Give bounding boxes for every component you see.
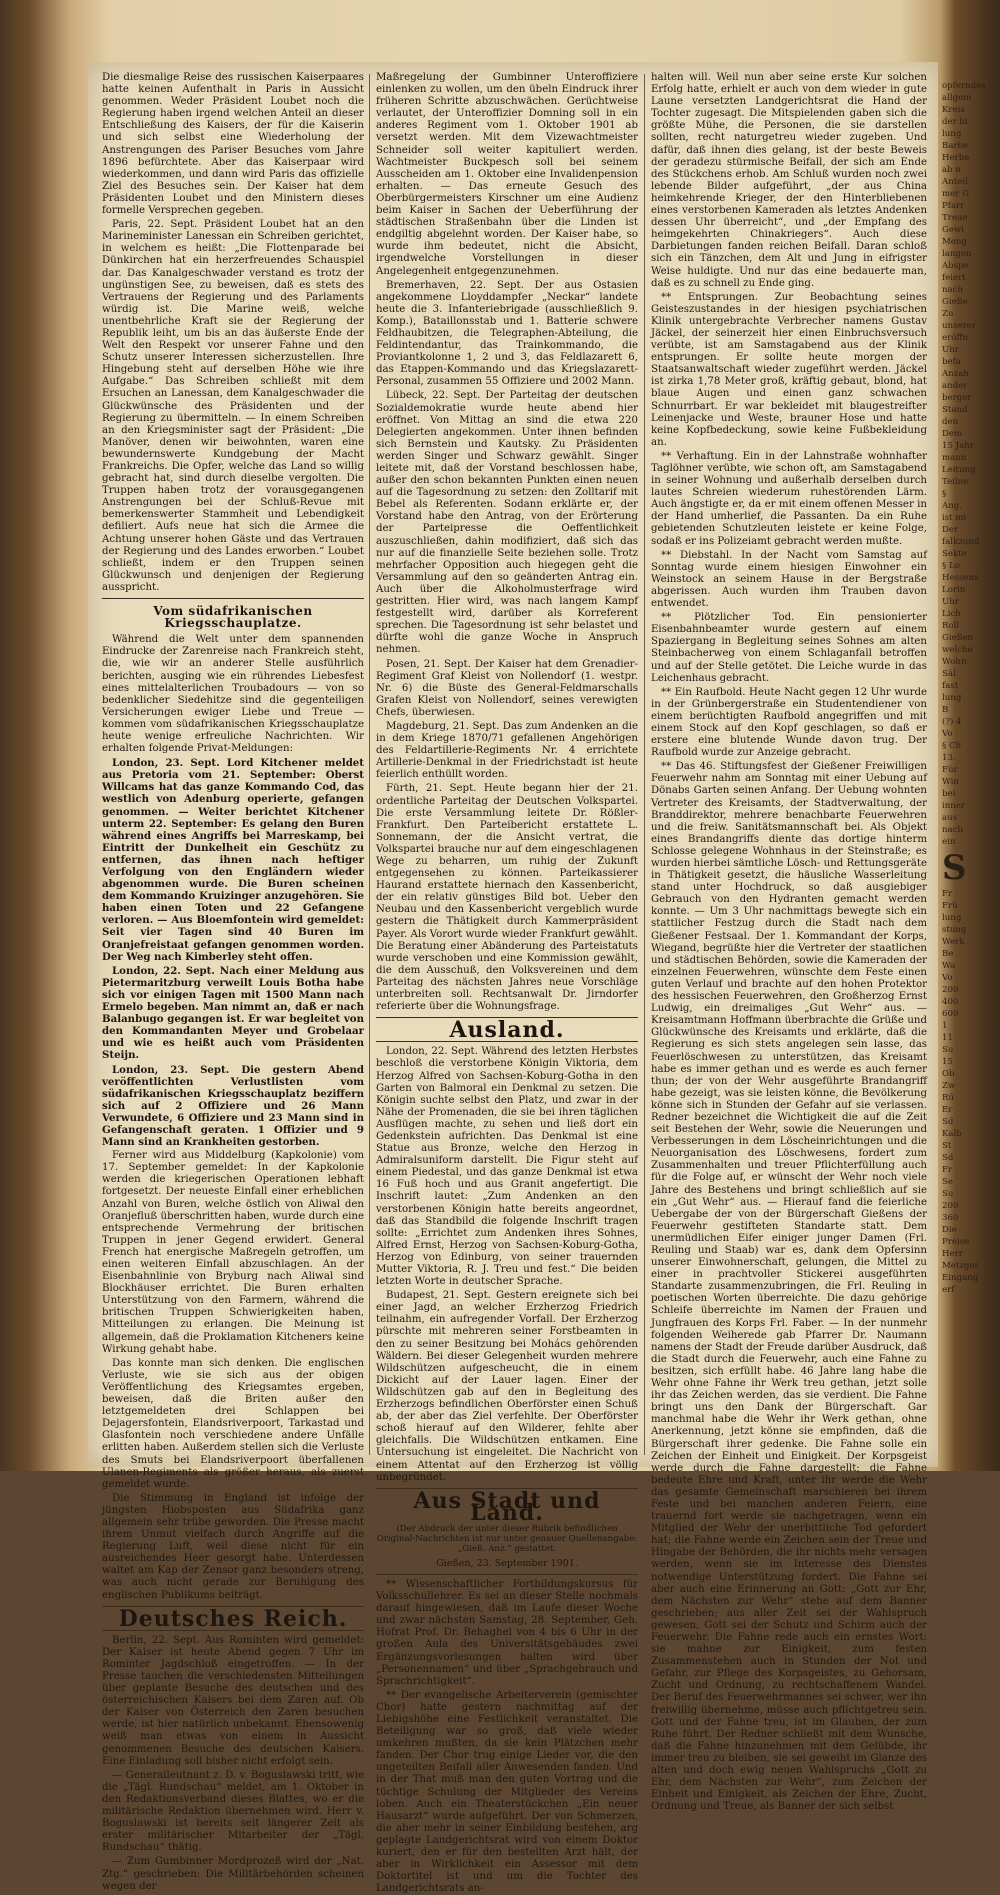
article-paragraph: ** Wissenschaftlicher Fortbildungskursus für Volksschullehrer. Es sei an dieser Stelle nochmals darauf hingewiesen, daß im Laufe dieser Woche und zwar nächsten Samstag, 28. September, Geh. Hofrat Prof. Dr. Behaghel von 4 bis 6 Uhr in der großen Aula des Universitätsgebäudes zwei Ergänzungsvorlesungen halten wird über „Personennamen“ und über „Sprachgebrauch und Sprachrichtigkeit“. <box>376 1578 638 1687</box>
adjacent-page-line: Sd <box>942 1117 954 1127</box>
adjacent-page-line: Anteil <box>942 177 968 187</box>
adjacent-page-line: 1 <box>942 1021 948 1031</box>
article-paragraph: Paris, 22. Sept. Präsident Loubet hat an den Marineminister Lanessan ein Schreiben gerichtet, in welchem es heißt: „Die Flottenparade bei Dünkirchen hat ein herzerfreuendes Schauspiel dar. Das Kanalgeschwader verstand es trotz der ungünstigen See, zu beweisen, daß es stets des Vertrauens der Regierung und des Parlaments würdig ist. Die Marine weiß, welche unentbehrliche Kraft sie der Regierung der Republik leiht, um bis an das äußerste Ende der Welt den Respekt vor unserer Fahne und den Schutz unserer Interessen sicherzustellen. Ihre Hingebung steht auf derselben Höhe wie ihre Aufgabe.“ Das Schreiben schließt mit dem Ersuchen an Lanessan, dem Kanalgeschwader die Glückwünsche des Präsidenten und der Regierung zu übermitteln. — In einem Schreiben an den Kriegsminister sagt der Präsident: „Die Manöver, denen wir beiwohnten, waren eine bewundernswerte Kundgebung der Macht Frankreichs. Die Opfer, welche das Land so willig gebracht hat, sind durch dieselbe vergolten. Die Truppen haben trotz der vorausgegangenen Anstrengungen bei der Schluß-Revue mit bemerkenswerter Stammheit und Lebendigkeit defiliert. Aufs neue hat sich die Armee die Achtung unserer hohen Gäste und das Vertrauen der Regierung und des Landes erworben.“ Loubet schließt, indem er den Truppen seinen Glückwunsch und denjenigen der Regierung ausspricht. <box>102 219 364 593</box>
adjacent-page-lines <box>942 888 998 1296</box>
adjacent-page-line: Eingang <box>942 1273 979 1283</box>
adjacent-page-line: Wohn <box>942 657 967 667</box>
adjacent-page-line: Der <box>942 525 959 535</box>
adjacent-page-initial: S <box>942 848 967 888</box>
adjacent-page-lines <box>942 80 998 848</box>
adjacent-page-line: B <box>942 705 949 715</box>
adjacent-page-line: 600 <box>942 1009 959 1019</box>
adjacent-page-line: ab n <box>942 165 961 175</box>
adjacent-page-line: (?) 4 <box>942 717 962 727</box>
section-heading: Deutsches Reich. <box>118 1605 348 1632</box>
adjacent-page-line: 15 Jahr <box>942 441 974 451</box>
article-paragraph: halten will. Weil nun aber seine erste Kur solchen Erfolg hatte, erhielt er auch von dem wieder in gute Laune versetzten Landgerichtsrat die Hand der Tochter zugesagt. Die Mitspielenden gaben sich die größte Mühe, die Personen, die sie darstellen sollten, recht naturgetreu wieder zugeben. Und dafür, daß ihnen dies gelang, ist der beste Beweis der geradezu stürmische Beifall, der sich am Ende des Stückchens erhob. Am Schluß wurden noch zwei lebende Bilder aufgeführt, „der aus China heimkehrende Krieger, der den Hinterbliebenen eines verstorbenen Kameraden als letztes Andenken dessen Uhr überreicht“, und „der Empfang des heimgekehrten Chinakriegers“. Auch diese Darbietungen fanden reichen Beifall. Daran schloß sich ein Tänzchen, dem Alt und Jung in eifrigster Weise huldigte. Und nur das eine bedauerte man, daß es zu schnell zu Ende ging. <box>651 72 927 289</box>
adjacent-page-line: mann <box>942 453 967 463</box>
adjacent-page-line: allgem <box>942 93 972 103</box>
adjacent-page-line: Fr <box>942 889 953 899</box>
adjacent-page-line: Säl <box>942 669 956 679</box>
adjacent-page-line: Werk <box>942 937 965 947</box>
adjacent-page-line: Meng <box>942 237 967 247</box>
adjacent-page-line: Vo <box>942 973 953 983</box>
adjacent-page-line: Kreis <box>942 105 965 115</box>
article-paragraph: Berlin, 22. Sept. Aus Rominten wird gemeldet: Der Kaiser ist heute Abend gegen 7 Uhr im Rominter Jagdschloß eingetroffen. — In der Presse tauchen die verschiedensten Mitteilungen über geplante Besuche des deutschen und des österreichischen Kaisers bei dem Zaren auf. Ob der Kaiser von Österreich den Zaren besuchen werde, ist hier natürlich unbekannt. Ebensowenig weiß man etwas von einem in Aussicht genommenen Besuche des deutschen Kaisers. Eine Einladung soll bisher nicht erfolgt sein. <box>102 1634 364 1767</box>
adjacent-page-line: 400 <box>942 997 959 1007</box>
column-2 <box>376 72 638 1895</box>
adjacent-page-line: Anzah <box>942 369 969 379</box>
adjacent-page-line: 200 <box>942 985 959 995</box>
adjacent-page-line: 15 <box>942 1057 953 1067</box>
adjacent-page-line: Vo <box>942 729 953 739</box>
adjacent-page-line: berger <box>942 393 972 403</box>
adjacent-page-line: Uhr <box>942 597 959 607</box>
article-paragraph: Das konnte man sich denken. Die englischen Verluste, wie sie sich aus der obigen Veröffentlichung des Kriegsamtes ergeben, beweisen, daß die Briten außer den letztgemeldeten drei Schlappen bei Dejagersfontein, Elandsriverpoort, Tarkastad und Glasfontein noch verschiedene andere Unfälle erlitten haben. Außerdem stellen sich die Verluste des Smuts bei Elandsriverpoort überfallenen Ulanen-Regiments als größer heraus, als zuerst gemeldet wurde. <box>102 1357 364 1490</box>
adjacent-page-line: Ang. <box>942 501 962 511</box>
adjacent-page-line: § Ch <box>942 741 962 751</box>
adjacent-page-line: Be <box>942 949 954 959</box>
adjacent-page-line: Stand <box>942 405 968 415</box>
section-heading: Aus Stadt und Land. <box>413 1487 601 1526</box>
adjacent-page-line: Lich <box>942 609 961 619</box>
article-paragraph: London, 23. Sept. Die gestern Abend veröffentlichten Verlustlisten vom südafrikanischen Kriegsschauplatz beziffern sich auf 2 Offiziere und 26 Mann Verwundete, 6 Offiziere und 23 Mann sind in Gefangenschaft geraten. 1 Offizier und 9 Mann sind an Krankheiten gestorben. <box>102 1063 364 1149</box>
article-paragraph: ** Das 46. Stiftungsfest der Gießener Freiwilligen Feuerwehr nahm am Sonntag mit einer Uebung auf Dönabs Garten seinen Anfang. Der Uebung wohnten Vertreter des Kreisamts, der Stadtverwaltung, der Branddirektor, mehrere benachbarte Feuerwehren und die freiw. Sanitätsmannschaft bei. Als Objekt eines Brandangriffs diente das dortige hinterm Schlosse gelegene Wohnhaus in der Steinstraße; es wurden hierbei sämtliche Lösch- und Rettungsgeräte in Thätigkeit gesetzt, die häusliche Wasserleitung stand unter Hochdruck, so daß ausgiebiger Gebrauch von den Hydranten gemacht werden konnte. — Um 3 Uhr nachmittags bewegte sich ein stattlicher Festzug durch die Stadt nach dem Gießener Festsaal. Der 1. Kommandant der Korps, Wiegand, begrüßte hier die Vertreter der staatlichen und städtischen Behörden, sowie die Kameraden der einzelnen Feuerwehren, wünschte dem Feste einen guten Verlauf und brachte auf den hohen Protektor des hessischen Feuerwehren, den Großherzog Ernst Ludwig, ein dreimaliges „Gut Wehr“ aus. — Kreisamtmann Hoffmann überbrachte die Grüße und Glückwünsche des Kreisamts und erklärte, daß die Regierung es sich stets angelegen sein lasse, das Feuerlöschwesen zu unterstützen, das Kreisamt habe es immer gethan und es werde es auch ferner thun; der von der Wehr ausgeführte Brandangriff habe gezeigt, was sie leisten könne, die Bevölkerung könne sich in Stunden der Gefahr auf sie verlassen. Redner bezeichnet die Wichtigkeit die auf die Zeit seit Bestehen der Wehr, sowie die Neuerungen und Verbesserungen in dem Löscheinrichtungen und die Neuorganisation des Löschwesens, fordert zum Zusammenhalten und treuer Pflichterfüllung auch für die Folge auf, er wünscht der Wehr noch viele Jahre des Bestehens und bringt schließlich auf sie ein „Gut Wehr“ aus. — Hierauf fand die feierliche Uebergabe der von der Bürgerschaft Gießens der Feuerwehr gestifteten Standarte statt. Dem unermüdlichen Eifer einiger junger Damen (Frl. Reuling und Staab) war es, dank dem Opfersinn unserer Einwohnerschaft, gelungen, die Mittel zu einer in prachtvoller Stickerei ausgeführten Standarte zusammenzubringen, die Frl. Reuling in poetischen Worten überreichte. Die dazu gehörige Schleife überreichte im Namen der Frauen und Jungfrauen des Korps Frl. Faber. — In der nunmehr folgenden Weiherede gab Pfarrer Dr. Naumann namens der Stadt der Freude darüber Ausdruck, daß die Stadt durch die Feuerwehr, auch eine Fahne zu besitzen, sich erfüllt habe. 46 Jahre lang habe die Wehr ohne Fahne ihr Werk treu gethan, jetzt solle ihr das Zeichen werden, das sie verdient. Die Fahne bringt uns den Dank der Bürgerschaft. Gar manchmal habe die Wehr ihr Werk gethan, ohne Anerkennung, jetzt könne sie empfinden, daß die Bürgerschaft ihrer gedenke. Die Fahne solle ein Zeichen der Einheit und Einigkeit. Der Korpsgeist werde durch die Fahne dargestellt; die Fahne bedeute Ehre und Kraft, unter ihr werde die Wehr das gesamte Gemeinschaft marschieren bei ihrem Feste und bei manchen anderen Feiern, eine trauernd fort werde sie nachgetragen, wenn ein Mitglied der Wehr der unerbittliche Tod gefordert hat; die Fahne werde ein Zeichen sein der Treue und Hingabe der Behörden, die ihr nichts mehr versagen werden, wenn sie im Interesse des Dienstes notwendige Unterstützung fordert. Die Fahne sei aber auch eine Erinnerung an Gott: „Gott zur Ehr, dem Nächsten zur Wehr“ stehe auf dem Banner geschrieben; aus aller Zeit sei der Wahlspruch gewesen, Gott sei der Schutz und Schirm auch der Feuerwehr. Die Fahne rede auch ein ernstes Wort: sie mahne zur Einigkeit, zum festen Zusammenstehen auch in Stunden der Not und Gefahr, zur Pflege des Korpsgeistes, zu Gehorsam, Zucht und Ordnung, zu rechtschaffenem Wandel. Der Beruf des Feuerwehrmannes sei schwer, wer ihn freiwillig übernehme, müsse auch pflichtgetreu sein. Gott und der Fahne treu, ist im Glauben, der zum Ruhe führt. Der Redner schließt mit dem Wunsche, daß die Fahne hinzunehmen mit dem Gelübde, ihr immer treu zu bleiben, sie sei geweiht im Glanze des alten und doch ewig neuen Wahlspruchs „Gott zu Ehr, dem Nächsten zur Wehr“, zum Zeichen der Einheit und Einigkeit, als Zeichen der Ehre, Zucht, Ordnung und Treue, als Banner der sich selbst <box>651 761 927 1813</box>
adjacent-page-line: 11 <box>942 1033 953 1043</box>
article-paragraph: Maßregelung der Gumbinner Unteroffiziere einlenken zu wollen, um den übeln Eindruck ihrer früheren Schritte abzuschwächen. Gerüchtweise verlautet, der Unteroffizier Domning soll in ein anderes Regiment vom 1. Oktober 1901 ab versetzt werden. Mit dem Vizewachtmeister Schneider soll weiter kapituliert werden. Wachtmeister Buckpesch soll bei seinem Ausscheiden am 1. Oktober eine Invalidenpension erhalten. — Das erneute Gesuch des Oberbürgermeisters Kirschner um eine Audienz beim Kaiser in Sachen der Ueberführung der städtischen Straßenbahn über die Linden ist endgiltig abgelehnt worden. Der Kaiser habe, so wurde ihm bedeutet, nicht die Absicht, irgendwelche Vorstellungen in dieser Angelegenheit entgegenzunehmen. <box>376 72 638 277</box>
adjacent-page-line: ander <box>942 381 968 391</box>
adjacent-page-line: feiert <box>942 273 966 283</box>
article-paragraph: ** Verhaftung. Ein in der Lahnstraße wohnhafter Taglöhner verübte, wie schon oft, am Samstagabend in seiner Wohnung und außerhalb derselben durch lautes Schreien wiederum ruhestörenden Lärm. Auch ängstigte er, da er mit einem offenen Messer in der Hand umherlief, die Passanten. Da ein Ruhe gebietenden Schutzleuten leistete er keine Folge, sodaß er ins Polizeiamt gebracht werden mußte. <box>651 450 927 547</box>
adjacent-page-line: erf <box>942 1285 955 1295</box>
adjacent-page-line: 13. <box>942 753 956 763</box>
adjacent-page-line: der bi <box>942 117 968 127</box>
adjacent-page-line: Sekte <box>942 549 967 559</box>
adjacent-page-line: Su <box>942 1045 954 1055</box>
adjacent-page-line: nach <box>942 285 964 295</box>
column-rule <box>369 74 370 1455</box>
adjacent-page-fragment <box>942 80 998 1460</box>
section-heading: Vom südafrikanischen Kriegsschauplatze. <box>153 604 313 631</box>
article-paragraph: ** Plötzlicher Tod. Ein pensionierter Eisenbahnbeamter wurde gestern auf einem Spaziergang in Begleitung seines Sohnes am alten Steinbacherweg von einem Schlaganfall betroffen und auf der Stelle getötet. Die Leiche wurde in das Leichenhaus gebracht. <box>651 612 927 684</box>
column-1 <box>102 72 364 1892</box>
adjacent-page-line: Gieße <box>942 297 968 307</box>
adjacent-page-line: Lorin <box>942 585 966 595</box>
adjacent-page-line: mer G <box>942 189 969 199</box>
adjacent-page-line: Fr <box>942 1165 953 1175</box>
article-paragraph: Lübeck, 22. Sept. Der Parteitag der deutschen Sozialdemokratie wurde heute abend hier eröffnet. Von Mittag an sind die etwa 220 Delegierten angekommen. Unter ihnen befinden sich Bernstein und Kautsky. Zu Präsidenten werden Singer und Schwarz gewählt. Singer leitete mit, daß der Vorstand beschlossen habe, außer den schon bekannten Punkten einen neuen auf die Tagesordnung zu setzen: den Zolltarif mit Bebel als Referenten. Sodann erklärte er, der Vorstand habe den Antrag, von der Erörterung der Parteipresse die Oeffentlichkeit auszuschließen, dahin modifiziert, daß sich das nur auf die finanzielle Seite beziehen solle. Trotz mehrfacher Opposition auch hiegegen geht die Versammlung auf den so geänderten Antrag ein. Auch über die Alkoholmusterfrage wird gestritten. Hier wird, was nach langem Kampf festgestellt wird, darüber als Korreferent sprechen. Die Tagesordnung ist sehr belastet und dürfte wohl die ganze Woche in Anspruch nehmen. <box>376 390 638 656</box>
article-paragraph: ** Entsprungen. Zur Beobachtung seines Geisteszustandes in der hiesigen psychiatrischen Klinik untergebrachte Verbrecher namens Gustav Jäckel, der seinerzeit hier einen Einbruchsversuch verübte, ist am Samstagabend aus der Klinik entsprungen. Er sollte heute morgen der Staatsanwaltschaft wieder zugeführt werden. Jäckel ist zirka 1,78 Meter groß, kräftig gebaut, blond, hat blaue Augen und einen ganz schwachen Schnurrbart. Er war bekleidet mit blaugestreifter Leinenjacke und Weste, brauner Hose und hatte keine Kopfbedeckung, sowie keine Fußbekleidung an. <box>651 291 927 448</box>
adjacent-page-line: opferndes <box>942 81 986 91</box>
article-paragraph: Die Stimmung in England ist infolge der jüngsten Hiobsposten aus Südafrika ganz allgemein sehr trübe geworden. Die Presse macht ihrem Unmut vielfach durch Angriffe auf die Regierung Luft, weil diese nicht für ein ausreichendes Heer gesorgt habe. Unterdessen waltet am Kap der Zensor ganz besonders streng, was auch nicht gerade zur Beruhigung des englischen Publikums beiträgt. <box>102 1492 364 1601</box>
adjacent-page-line: Leitung <box>942 465 976 475</box>
adjacent-page-line: Treue <box>942 213 968 223</box>
adjacent-page-line: Roll <box>942 621 960 631</box>
adjacent-page-line: Für <box>942 765 958 775</box>
adjacent-page-line: Preise <box>942 1237 970 1247</box>
divider <box>376 1574 638 1575</box>
adjacent-page-line: § <box>942 489 947 499</box>
article-paragraph: Posen, 21. Sept. Der Kaiser hat dem Grenadier-Regiment Graf Kleist von Nollendorf (1. westpr. Nr. 6) die Büste des General-Feldmarschalls Grafen Kleist von Nollendorf, seines verewigten Chefs, überwiesen. <box>376 658 638 718</box>
adjacent-page-line: § Lo <box>942 561 960 571</box>
article-paragraph: — Zum Gumbinner Mordprozeß wird der „Nat. Ztg.“ geschrieben: Die Militärbehörden scheinen wegen der <box>102 1856 364 1892</box>
adjacent-page-line: nach <box>942 825 964 835</box>
adjacent-page-line: lung <box>942 693 962 703</box>
article-paragraph: — Generalleutnant z. D. v. Boguslawski tritt, wie die „Tägl. Rundschau“ meldet, am 1. Oktober in den Redaktionsverband dieses Blattes, wo er die militärische Redaktion übernehmen wird. Herr v. Boguslawski ist bereits seit längerer Zeit als erster militärischer Mitarbeiter der „Tägl. Rundschau“ thätig. <box>102 1769 364 1854</box>
adjacent-page-line: Uhr <box>942 345 959 355</box>
adjacent-page-line: befa <box>942 357 961 367</box>
adjacent-page-line: Rü <box>942 1093 955 1103</box>
adjacent-page-line: Zu <box>942 309 954 319</box>
column-rule <box>644 74 645 1455</box>
adjacent-page-line: Die <box>942 1225 957 1235</box>
adjacent-page-line: Gießen <box>942 633 974 643</box>
adjacent-page-line: Gewi <box>942 225 965 235</box>
article-paragraph: Magdeburg, 21. Sept. Das zum Andenken an die in dem Kriege 1870/71 gefallenen Angehörigen des Feldartillerie-Regiments Nr. 4 errichtete Artillerie-Denkmal in der Friedrichstadt ist heute feierlich enthüllt worden. <box>376 720 638 781</box>
article-paragraph: Bremerhaven, 22. Sept. Der aus Ostasien angekommene Lloyddampfer „Neckar“ landete heute die 3. Infanteriebrigade (ausschließlich 9. Komp.), Bataillonsstab und 1. Batterie schwere Feldhaubitzen, die Telegraphen-Abteilung, die Feldintendantur, das Trainkommando, die Proviantkolonne 1, 2 und 3, das Feldlazarett 6, das Etappen-Kommando und das Kriegslazarett-Personal, zusammen 55 Offiziere und 2002 Mann. <box>376 279 638 388</box>
adjacent-page-line: inner <box>942 801 966 811</box>
adjacent-page-line: den <box>942 417 959 427</box>
column-3 <box>651 72 927 1813</box>
article-paragraph: Budapest, 21. Sept. Gestern ereignete sich bei einer Jagd, an welcher Erzherzog Friedrich teilnahm, ein aufregender Vorfall. Der Erzherzog pürschte mit mehreren seiner Forstbeamten in den zu seiner Besitzung bei Mohács gehörenden Wäldern. Bei dieser Gelegenheit wurden mehrere Wildschützen aufgescheucht, die in einem Dickicht auf der Lauer lagen. Einer der Wildschützen gab auf den in Begleitung des Erzherzogs befindlichen Oberförster einen Schuß ab, der aber das Ziel verfehlte. Der Oberförster schoß hierauf auf den Wilderer, fehlte aber gleichfalls. Die Wildschützen entkamen. Eine Untersuchung ist eingeleitet. Die Nachricht von einem Attentat auf den Erzherzog ist völlig unbegründet. <box>376 1290 638 1483</box>
article-paragraph: ** Ein Raufbold. Heute Nacht gegen 12 Uhr wurde in der Grünbergerstraße ein Studentendiener von einem berüchtigten Raufbold angegriffen und mit einem Stock auf den Kopf geschlagen, so daß er erstere eine blutende Wunde davon trug. Der Raufbold wurde zur Anzeige gebracht. <box>651 686 927 759</box>
newspaper-page <box>88 62 938 1895</box>
adjacent-page-line: Er <box>942 1105 953 1115</box>
adjacent-page-line: Teilne <box>942 477 969 487</box>
article-paragraph: Die diesmalige Reise des russischen Kaiserpaares hatte keinen Aufenthalt in Paris in Aussicht genommen. Weder Präsident Loubet noch die Regierung haben irgend welchen Anteil an dieser Entschließung des Kaisers, der für die Kaiserin und sich selbst eine Wiederholung der Anstrengungen des Pariser Besuches vom Jahre 1896 befürchtete. Aber das Kaiserpaar wird wiederkommen, und dann wird Paris das offizielle Ziel des Besuches sein. Der Kaiser hat dem Präsidenten Loubet und den Ministern dieses formelle Versprechen gegeben. <box>102 72 364 217</box>
adjacent-page-line: welche <box>942 645 973 655</box>
adjacent-page-line: aus <box>942 813 958 823</box>
adjacent-page-line: Sd <box>942 1153 954 1163</box>
adjacent-page-line: Zw <box>942 1081 956 1091</box>
adjacent-page-line: Metzger <box>942 1261 979 1271</box>
adjacent-page-line: fast <box>942 681 959 691</box>
adjacent-page-line: falkzund <box>942 537 980 547</box>
adjacent-page-line: 200 <box>942 1201 959 1211</box>
article-paragraph: ** Der evangelische Arbeiterverein (gemischter Chor) hatte gestern nachmittag auf der Liebigshöhe eine Festlichkeit veranstaltet. Die Beteiligung war so groß, daß viele wieder umkehren mußten, da sie kein Plätzchen mehr fanden. Der Chor trug einige Lieder vor, die den ungeteilten Beifall aller Anwesenden fanden. Und in der That muß man den guten Vortrag und die tüchtige Schulung der Mitglieder des Vereins loben. Auch ein Theaterstückchen „Ein neuer Hausarzt“ wurde aufgeführt. Der von Schmerzen, die aber mehr in seiner Einbildung bestehen, arg geplagte Landgerichtsrat wird von einem Doktor kuriert, den er für den bestellten Arzt hält, der aber in Wirklichkeit ein Assessor mit dem Doktortitel ist und um die Tochter des Landgerichtsrats an- <box>376 1689 638 1895</box>
adjacent-page-line: unserer <box>942 321 976 331</box>
adjacent-page-line: lung <box>942 913 962 923</box>
adjacent-page-line: stung <box>942 925 967 935</box>
adjacent-page-line: Herr <box>942 1249 963 1259</box>
adjacent-page-line: Abspe <box>942 261 969 271</box>
adjacent-page-line: St <box>942 1141 952 1151</box>
adjacent-page-line: eröffn <box>942 333 969 343</box>
adjacent-page-line: Herbe <box>942 153 970 163</box>
adjacent-page-line: lung <box>942 129 962 139</box>
adjacent-page-line: Barbe <box>942 141 969 151</box>
adjacent-page-line: Frü <box>942 901 958 911</box>
adjacent-page-line: Wa <box>942 961 956 971</box>
article-paragraph: London, 22. Sept. Während des letzten Herbstes beschloß die verstorbene Königin Viktoria, dem Herzog Alfred von Sachsen-Koburg-Gotha in den Garten von Balmoral ein Denkmal zu setzen. Die Königin suchte selbst den Platz, und zwar in der Nähe der Promenaden, die sie bei ihren täglichen Ausflügen machte, zu sehen und ließ dort ein Gedenkstein aufrichten. Das Denkmal ist eine Statue aus Bronze, welche den Herzog in Admiralsuniform darstellt. Die Figur steht auf einem Piedestal, und das ganze Denkmal ist etwa 16 Fuß hoch und aus Granit angefertigt. Die Inschrift lautet: „Zum Andenken an den verstorbenen Königin hatte bereits angeordnet, daß das Standbild die folgende Inschrift tragen sollte: „Errichtet zum Andenken ihres Sohnes, Alfred Ernst, Herzog von Sachsen-Koburg-Gotha, Herzog von Edinburg, von seiner trauernden Mutter Viktoria, R. J. Treu und fest.“ Die beiden letzten Worte in deutscher Sprache. <box>376 1046 638 1288</box>
adjacent-page-line: Kalb <box>942 1129 962 1139</box>
adjacent-page-line: ein <box>942 837 956 847</box>
adjacent-page-line: ist mi <box>942 513 967 523</box>
section-heading: Ausland. <box>449 1017 565 1044</box>
adjacent-page-line: Hessens <box>942 573 979 583</box>
adjacent-page-line: Win <box>942 777 959 787</box>
article-paragraph: ** Diebstahl. In der Nacht vom Samstag auf Sonntag wurde einem hiesigen Einwohner ein Weinstock an seinem Hause in der Bergstraße abgerissen. Auch wurden ihm Trauben davon entwendet. <box>651 549 927 610</box>
adjacent-page-line: Dem <box>942 429 963 439</box>
adjacent-page-line: 360 <box>942 1213 959 1223</box>
article-paragraph: Ferner wird aus Middelburg (Kapkolonie) vom 17. September gemeldet: In der Kapkolonie werden die kriegerischen Operationen lebhaft fortgesetzt. Der neueste Einfall einer erheblichen Anzahl von Buren, welche östlich von Aliwal den Oranjefluß überschritten haben, wurde durch eine entsprechende Vermehrung der britischen Truppen in jener Gegend erwidert. General French hat energische Maßregeln getroffen, um einen weiteren Einfall abzuschlagen. An der Eisenbahnlinie von Bryburg nach Aliwal sind Blockhäuser errichtet. Die Buren erhalten Unterstützung von den Farmern, während die britischen Truppen Schwierigkeiten haben, Mitteilungen zu erlangen. Die Meinung ist allgemein, daß die Proklamation Kitcheners keine Wirkung gehabt habe. <box>102 1150 364 1355</box>
article-paragraph: Während die Welt unter dem spannenden Eindrucke der Zarenreise nach Frankreich steht, die, wie wir an anderer Stelle ausführlich berichten, ausging wie ein rührendes Liebesfest eines mittelalterlichen Troubadours — von so bedenklicher Siedehitze sind die gegenteiligen Versicherungen ewiger Liebe und Treue — kommen vom südafrikanischen Kriegsschauplatze heute wenige erfreuliche Nachrichten. Wir erhalten folgende Privat-Meldungen: <box>102 634 364 755</box>
divider <box>102 598 364 599</box>
adjacent-page-line: Pfarr <box>942 201 965 211</box>
adjacent-page-line: bei <box>942 789 956 799</box>
adjacent-page-line: Ob <box>942 1069 955 1079</box>
article-paragraph: Fürth, 21. Sept. Heute begann hier der 21. ordentliche Parteitag der Deutschen Volkspartei. Die erste Versammlung leitete Dr. Rößler-Frankfurt. Den Parteibericht erstattete L. Sonnemann, der die Ansicht vertrat, die Volkspartei brauche nur auf dem eingeschlagenen Wege zu beharren, um ruhig der Zukunft entgegensehen zu können. Parteikassierer Haurand erstattete hiernach den Kassenbericht, der ein relativ günstiges Bild bot. Ueber den Neubau und den Kassenbericht vergeblich wurde gestern die Thätigkeit durch Kammerpräsident Payer. Als Vorort wurde wieder Frankfurt gewählt. Die Beratung einer Abänderung des Parteistatuts wurde verschoben und eine Kommission gewählt, die dem Ausschuß, den Volksvereinen und dem Parteitag des nächsten Jahres neue Vorschläge unterbreiten soll. Rechtsanwalt Dr. Jirndorfer referierte über die Wohnungsfrage. <box>376 783 638 1013</box>
adjacent-page-line: Su <box>942 1189 954 1199</box>
adjacent-page-line: langen <box>942 249 972 259</box>
article-paragraph: London, 22. Sept. Nach einer Meldung aus Pietermaritzburg verweilt Louis Botha habe sich vor einigen Tagen mit 1500 Mann nach Ermelo begeben. Man nimmt an, daß er nach Balanbugo gegangen ist. Er war begleitet von den Kommandanten Meyer und Grobelaar und wie es heißt auch vom Präsidenten Steijn. <box>102 964 364 1062</box>
adjacent-page-line: Se <box>942 1177 953 1187</box>
dateline: Gießen, 23. September 1901. <box>436 1557 578 1569</box>
article-paragraph: London, 23. Sept. Lord Kitchener meldet aus Pretoria vom 21. September: Oberst Willcams hat das ganze Kommando Cod, das westlich von Adenburg operierte, gefangen genommen. — Weiter berichtet Kitchener unterm 22. September: Es gelang den Buren während eines Angriffs bei Marreskamp, bei Eintritt der Dunkelheit ein Geschütz zu entfernen, das ihnen nach heftiger Verfolgung von den Engländern wieder abgenommen wurde. Die Buren scheinen dem Kommando Kruizinger anzugehören. Sie haben einen Toten und 22 Gefangene verloren. — Aus Bloemfontein wird gemeldet: Seit vier Tagen sind 40 Buren im Oranjefreistaat gefangen genommen worden. Der Weg nach Kimberley steht offen. <box>102 757 364 963</box>
rubric-note: (Der Abdruck der unter dieser Rubrik befindlichen Original-Nachrichten ist nur unter genauer Quellenangabe: „Gieß. Anz.“ gestattet. <box>376 1523 638 1554</box>
